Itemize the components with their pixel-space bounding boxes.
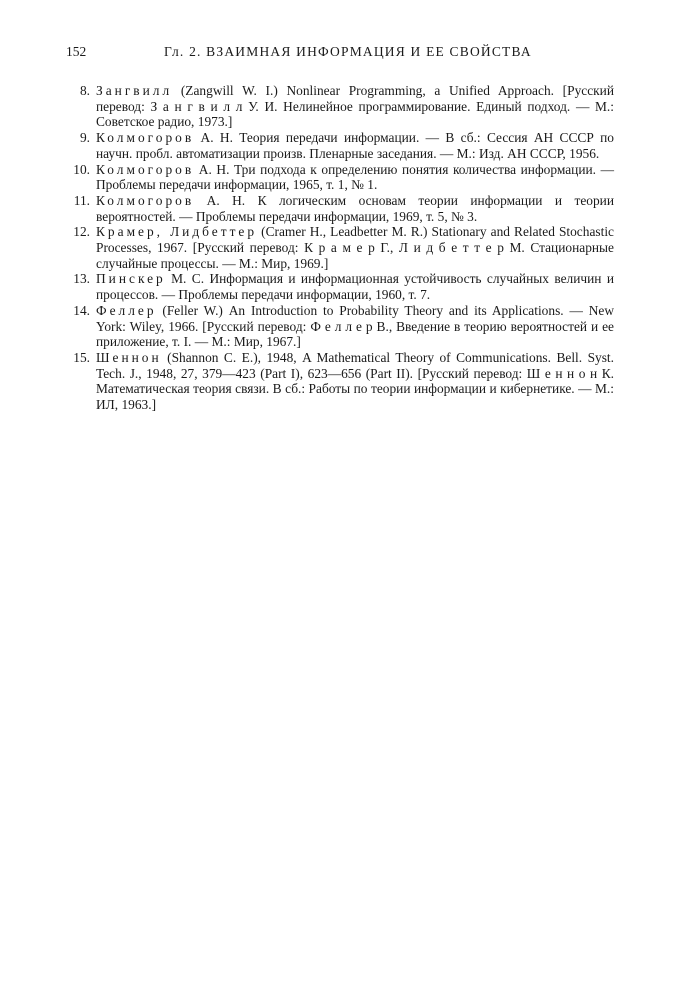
reference-item <box>66 224 614 271</box>
reference-author: Колмогоров <box>96 192 195 208</box>
reference-text: (Cramer H., Leadbetter M. R.) Stationary and Related Stochastic Processes, 1967. [Русский перевод: К р а м е р Г., Л и д б е т т е р М. Стационарные случайные процессы. — М.: Мир, 1969.] <box>96 224 614 271</box>
reference-item <box>66 303 614 350</box>
reference-author: Феллер <box>96 302 157 318</box>
reference-number: 9. <box>79 130 90 146</box>
reference-author: Шеннон <box>96 349 162 365</box>
reference-text: М. С. Информация и информационная устойчивость случайных величин и процессов. — Проблемы передачи информации, 1960, т. 7. <box>96 271 614 303</box>
reference-item <box>66 271 614 302</box>
reference-item <box>66 130 614 161</box>
reference-number: 8. <box>79 83 90 98</box>
reference-number: 12. <box>73 224 90 240</box>
reference-item <box>66 162 614 193</box>
reference-number: 13. <box>73 271 90 287</box>
reference-author: Пинскер <box>96 271 166 287</box>
reference-author: Колмогоров <box>96 161 195 177</box>
reference-text: А. Н. Теория передачи информации. — В сб.: Сессия АН СССР по научн. пробл. автоматизации произв. Пленарные заседания. — М.: Изд. АН СССР, 1956. <box>96 130 614 161</box>
reference-text: (Shannon C. E.), 1948, A Mathematical Theory of Communications. Bell. Syst. Tech. J., 1948, 27, 379—423 (Part I), 623—656 (Part II). [Русский перевод: Ш е н н о н К. Математическая теория связи. В сб.: Работы по теории информации и кибернетике. — М.: ИЛ, 1963.] <box>96 349 614 413</box>
reference-number: 15. <box>73 349 90 365</box>
reference-text: А. Н. Три подхода к определению понятия количества информации. — Проблемы передачи информации, 1965, т. 1, № 1. <box>96 161 614 193</box>
reference-text: (Feller W.) An Introduction to Probability Theory and its Applications. — New York: Wiley, 1966. [Русский перевод: Ф е л л е р В., Введение в теорию вероятностей и ее приложение, т. I. — М.: Мир, 1967.] <box>96 302 614 350</box>
reference-item <box>66 350 614 413</box>
reference-text: (Zangwill W. I.) Nonlinear Programming, a Unified Approach. [Русский перевод: З а н г в и л л У. И. Нелинейное программирование. Единый подход. — М.: Советское радио, 1973.] <box>96 83 614 130</box>
reference-item <box>66 193 614 224</box>
reference-text: А. Н. К логическим основам теории информации и теории вероятностей. — Проблемы передачи информации, 1969, т. 5, № 3. <box>96 192 614 224</box>
reference-number: 14. <box>73 302 90 318</box>
reference-author: Крамер, Лидбеттер <box>96 224 258 240</box>
chapter-title: Гл. 2. ВЗАИМНАЯ ИНФОРМАЦИЯ И ЕЕ СВОЙСТВА <box>164 44 532 59</box>
reference-author: Колмогоров <box>96 130 195 146</box>
reference-number: 11. <box>73 192 90 208</box>
reference-item <box>66 83 614 130</box>
reference-number: 10. <box>73 161 90 177</box>
running-head <box>66 44 626 64</box>
reference-list <box>66 83 614 413</box>
page-number: 152 <box>66 44 87 59</box>
reference-author: Зангвилл <box>96 83 173 98</box>
